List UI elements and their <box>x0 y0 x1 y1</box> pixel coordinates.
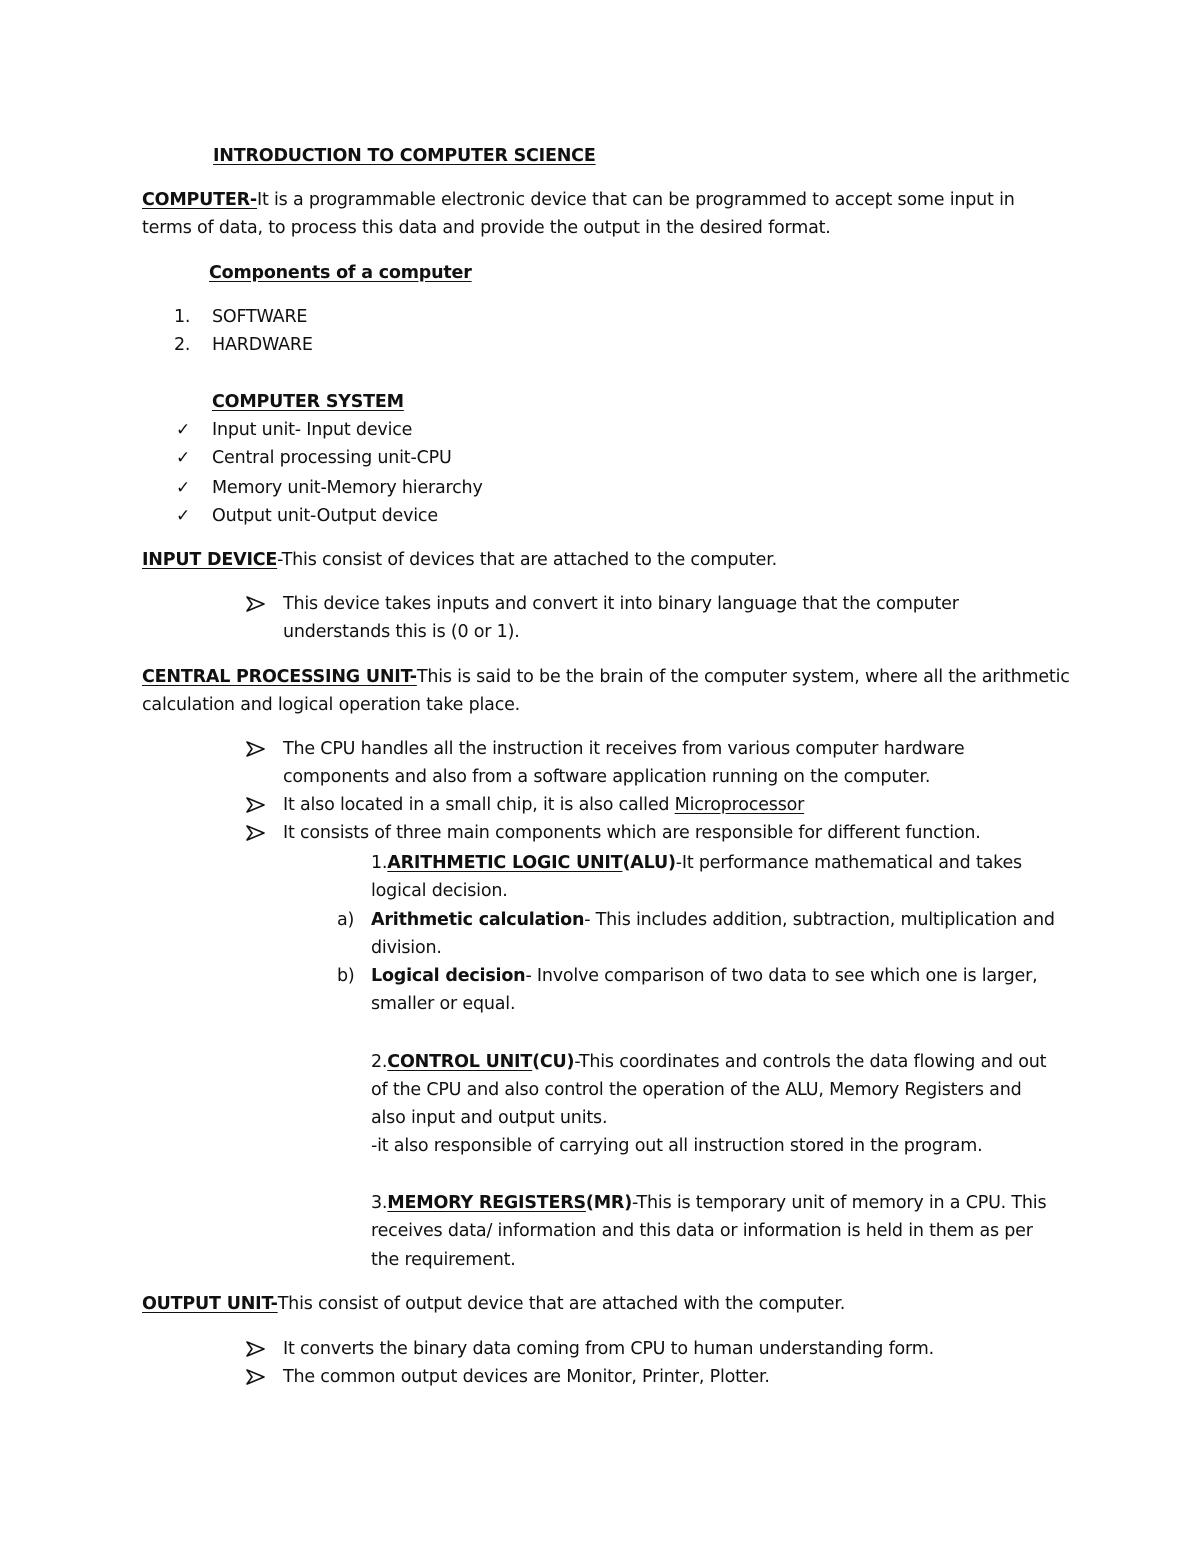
alu-item-a-line-2: division. <box>371 938 442 958</box>
cu-line-1 <box>371 1048 1046 1076</box>
input-device-bullet-line-2: understands this is (0 or 1). <box>283 622 520 642</box>
arrow-bullet-icon <box>246 797 266 813</box>
cpu-text: This is said to be the brain of the computer system, where all the arithmetic <box>416 667 1070 687</box>
list-item-number: 2. <box>174 335 191 355</box>
input-device-bullet-line-1: This device takes inputs and convert it into binary language that the computer <box>283 594 959 614</box>
output-bullet-1: It converts the binary data coming from CPU to human understanding form. <box>283 1339 934 1359</box>
checkmark-icon: ✓ <box>176 478 191 498</box>
output-unit-text: This consist of output device that are attached with the computer. <box>277 1294 846 1314</box>
arrow-bullet-icon <box>246 741 266 757</box>
alu-item-b-line-2: smaller or equal. <box>371 994 516 1014</box>
mr-line-1 <box>371 1189 1046 1217</box>
computer-text: It is a programmable electronic device that can be programmed to accept some input in <box>257 190 1015 210</box>
list-item-software: SOFTWARE <box>212 307 308 327</box>
checkmark-icon: ✓ <box>176 420 191 440</box>
computer-definition-line-2: terms of data, to process this data and provide the output in the desired format. <box>142 218 831 238</box>
computer-definition-line-1 <box>142 186 1015 214</box>
alu-item-b-label: b) <box>337 966 355 986</box>
list-item-number: 1. <box>174 307 191 327</box>
cu-number: 2. <box>371 1052 388 1072</box>
checkmark-icon: ✓ <box>176 506 191 526</box>
cu-abbr: (CU) <box>532 1052 575 1072</box>
cpu-bullet-2 <box>283 791 804 819</box>
alu-item-b-line-1 <box>371 962 1037 990</box>
input-device-term: INPUT DEVICE <box>142 550 278 570</box>
cpu-definition-line-1 <box>142 663 1070 691</box>
list-item-hardware: HARDWARE <box>212 335 313 355</box>
checkmark-icon: ✓ <box>176 448 191 468</box>
microprocessor-term: Microprocessor <box>674 795 805 815</box>
mr-number: 3. <box>371 1193 388 1213</box>
components-heading: Components of a computer <box>209 263 472 283</box>
logical-decision-text: - Involve comparison of two data to see which one is larger, <box>525 966 1038 986</box>
cpu-definition-line-2: calculation and logical operation take place. <box>142 695 521 715</box>
alu-line-1 <box>371 849 1022 877</box>
output-bullet-2: The common output devices are Monitor, Printer, Plotter. <box>283 1367 770 1387</box>
cpu-bullet-1-line-1: The CPU handles all the instruction it receives from various computer hardware <box>283 739 965 759</box>
arrow-bullet-icon <box>246 1341 266 1357</box>
output-unit-term: OUTPUT UNIT- <box>142 1294 278 1314</box>
arithmetic-calculation-text: - This includes addition, subtraction, multiplication and <box>584 910 1055 930</box>
alu-line-2: logical decision. <box>371 881 508 901</box>
alu-item-a-label: a) <box>337 910 355 930</box>
system-item-cpu: Central processing unit-CPU <box>212 448 452 468</box>
mr-line-2: receives data/ information and this data or information is held in them as per <box>371 1221 1033 1241</box>
system-item-output: Output unit-Output device <box>212 506 438 526</box>
cu-line-3: also input and output units. <box>371 1108 608 1128</box>
mr-line-3: the requirement. <box>371 1250 516 1270</box>
arrow-bullet-icon <box>246 1369 266 1385</box>
system-item-memory: Memory unit-Memory hierarchy <box>212 478 483 498</box>
page-title: INTRODUCTION TO COMPUTER SCIENCE <box>213 146 596 166</box>
input-device-definition <box>142 546 777 574</box>
arrow-bullet-icon <box>246 825 266 841</box>
cpu-bullet-1-line-2: components and also from a software application running on the computer. <box>283 767 931 787</box>
cpu-term: CENTRAL PROCESSING UNIT- <box>142 667 417 687</box>
input-device-text: -This consist of devices that are attached to the computer. <box>277 550 777 570</box>
cu-term: CONTROL UNIT <box>387 1052 533 1072</box>
cu-line-4: -it also responsible of carrying out all instruction stored in the program. <box>371 1136 983 1156</box>
mr-term: MEMORY REGISTERS <box>387 1193 586 1213</box>
output-unit-definition <box>142 1290 845 1318</box>
system-item-input: Input unit- Input device <box>212 420 413 440</box>
cu-line-2: of the CPU and also control the operation of the ALU, Memory Registers and <box>371 1080 1022 1100</box>
mr-text: -This is temporary unit of memory in a CPU. This <box>632 1193 1047 1213</box>
computer-system-heading: COMPUTER SYSTEM <box>212 392 404 412</box>
cpu-bullet-3: It consists of three main components which are responsible for different function. <box>283 823 981 843</box>
cpu-bullet-2-text: It also located in a small chip, it is also called <box>283 795 675 815</box>
cu-text: -This coordinates and controls the data flowing and out <box>574 1052 1047 1072</box>
logical-decision-term: Logical decision <box>371 966 526 986</box>
alu-item-a-line-1 <box>371 906 1055 934</box>
alu-text: -It performance mathematical and takes <box>675 853 1022 873</box>
alu-abbr: (ALU) <box>622 853 676 873</box>
alu-term: ARITHMETIC LOGIC UNIT <box>387 853 623 873</box>
alu-number: 1. <box>371 853 388 873</box>
arithmetic-calculation-term: Arithmetic calculation <box>371 910 585 930</box>
mr-abbr: (MR) <box>585 1193 633 1213</box>
arrow-bullet-icon <box>246 596 266 612</box>
computer-term: COMPUTER- <box>142 190 258 210</box>
